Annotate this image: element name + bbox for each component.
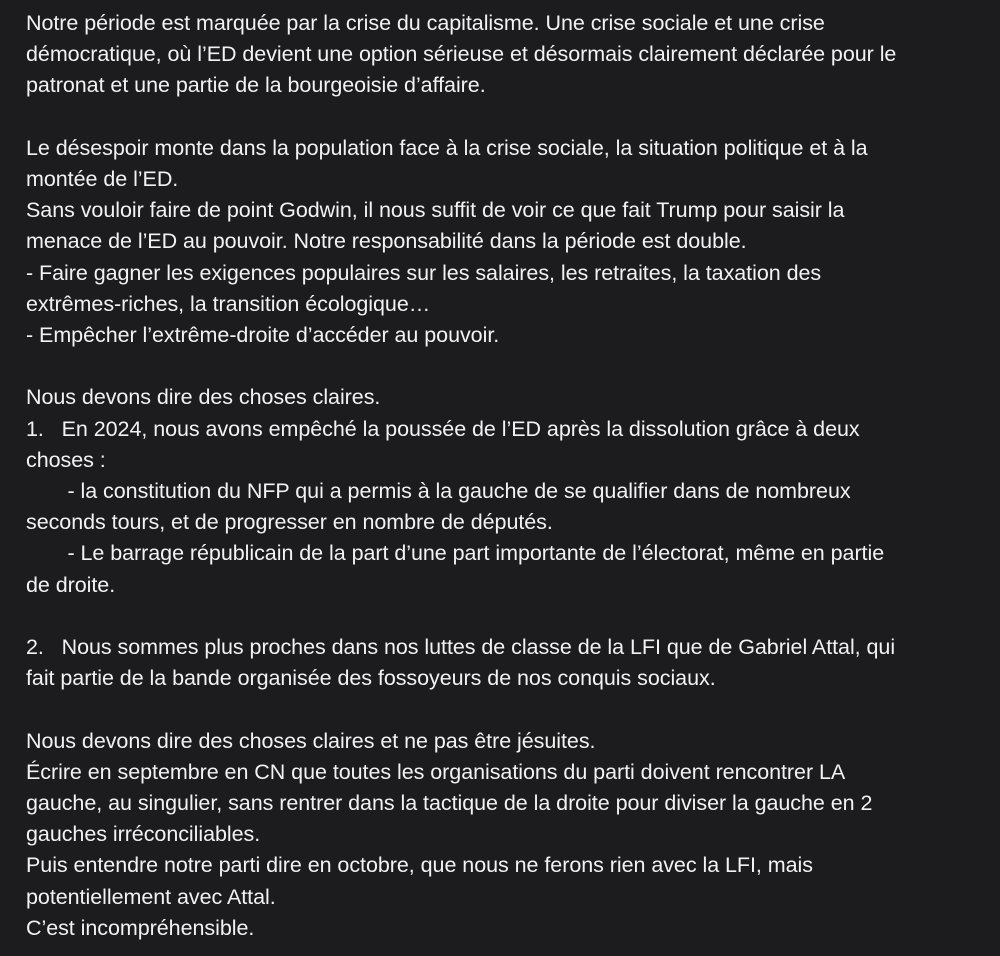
text-line: de droite. bbox=[26, 572, 116, 597]
text-line: choses : bbox=[26, 447, 106, 472]
blank-line bbox=[26, 102, 986, 133]
text-line: Écrire en septembre en CN que toutes les organisations du parti doivent rencontrer LA bbox=[26, 759, 846, 784]
text-line: Sans vouloir faire de point Godwin, il nous suffit de voir ce que fait Trump pour saisir la bbox=[26, 198, 845, 223]
text-line: Nous devons dire des choses claires et ne pas être jésuites. bbox=[26, 728, 596, 753]
text-line: Nous devons dire des choses claires. bbox=[26, 385, 381, 410]
text-line: Notre période est marquée par la crise du capitalisme. Une crise sociale et une crise bbox=[26, 11, 825, 35]
text-line: Puis entendre notre parti dire en octobre, que nous ne ferons rien avec la LFI, mais bbox=[26, 853, 813, 878]
text-line: Le désespoir monte dans la population face à la crise sociale, la situation politique et à la bbox=[26, 135, 868, 160]
text-line: - Le barrage républicain de la part d’une part importante de l’électorat, même en partie bbox=[26, 541, 885, 566]
text-line: 1. En 2024, nous avons empêché la poussée de l’ED après la dissolution grâce à deux bbox=[26, 416, 860, 441]
blank-line bbox=[26, 351, 986, 382]
text-line: - Empêcher l’extrême-droite d’accéder au pouvoir. bbox=[26, 323, 500, 348]
blank-line bbox=[26, 694, 986, 725]
paragraph bbox=[26, 382, 986, 600]
paragraph bbox=[26, 133, 986, 351]
blank-line bbox=[26, 601, 986, 632]
text-line: - Faire gagner les exigences populaires sur les salaires, les retraites, la taxation des bbox=[26, 260, 822, 285]
text-line: C’est incompréhensible. bbox=[26, 915, 255, 940]
text-line: gauches irréconciliables. bbox=[26, 822, 261, 847]
text-line: démocratique, où l’ED devient une option sérieuse et désormais clairement déclarée pour le bbox=[26, 42, 897, 67]
text-line: 2. Nous sommes plus proches dans nos luttes de classe de la LFI que de Gabriel Attal, qui bbox=[26, 635, 896, 660]
text-line: patronat et une partie de la bourgeoisie d’affaire. bbox=[26, 73, 486, 98]
text-line: menace de l’ED au pouvoir. Notre responsabilité dans la période est double. bbox=[26, 229, 747, 254]
text-line: montée de l’ED. bbox=[26, 167, 179, 191]
text-line: seconds tours, et de progresser en nombre de députés. bbox=[26, 510, 553, 535]
paragraph bbox=[26, 632, 986, 694]
paragraph bbox=[26, 8, 986, 102]
text-line: extrêmes-riches, la transition écologique… bbox=[26, 291, 431, 316]
text-line: - la constitution du NFP qui a permis à la gauche de se qualifier dans de nombreux bbox=[26, 479, 851, 504]
paragraph bbox=[26, 726, 986, 944]
text-line: potentiellement avec Attal. bbox=[26, 884, 276, 909]
text-line: gauche, au singulier, sans rentrer dans la tactique de la droite pour diviser la gauche en 2 bbox=[26, 791, 873, 816]
note-body bbox=[26, 8, 986, 944]
text-line: fait partie de la bande organisée des fossoyeurs de nos conquis sociaux. bbox=[26, 666, 716, 691]
